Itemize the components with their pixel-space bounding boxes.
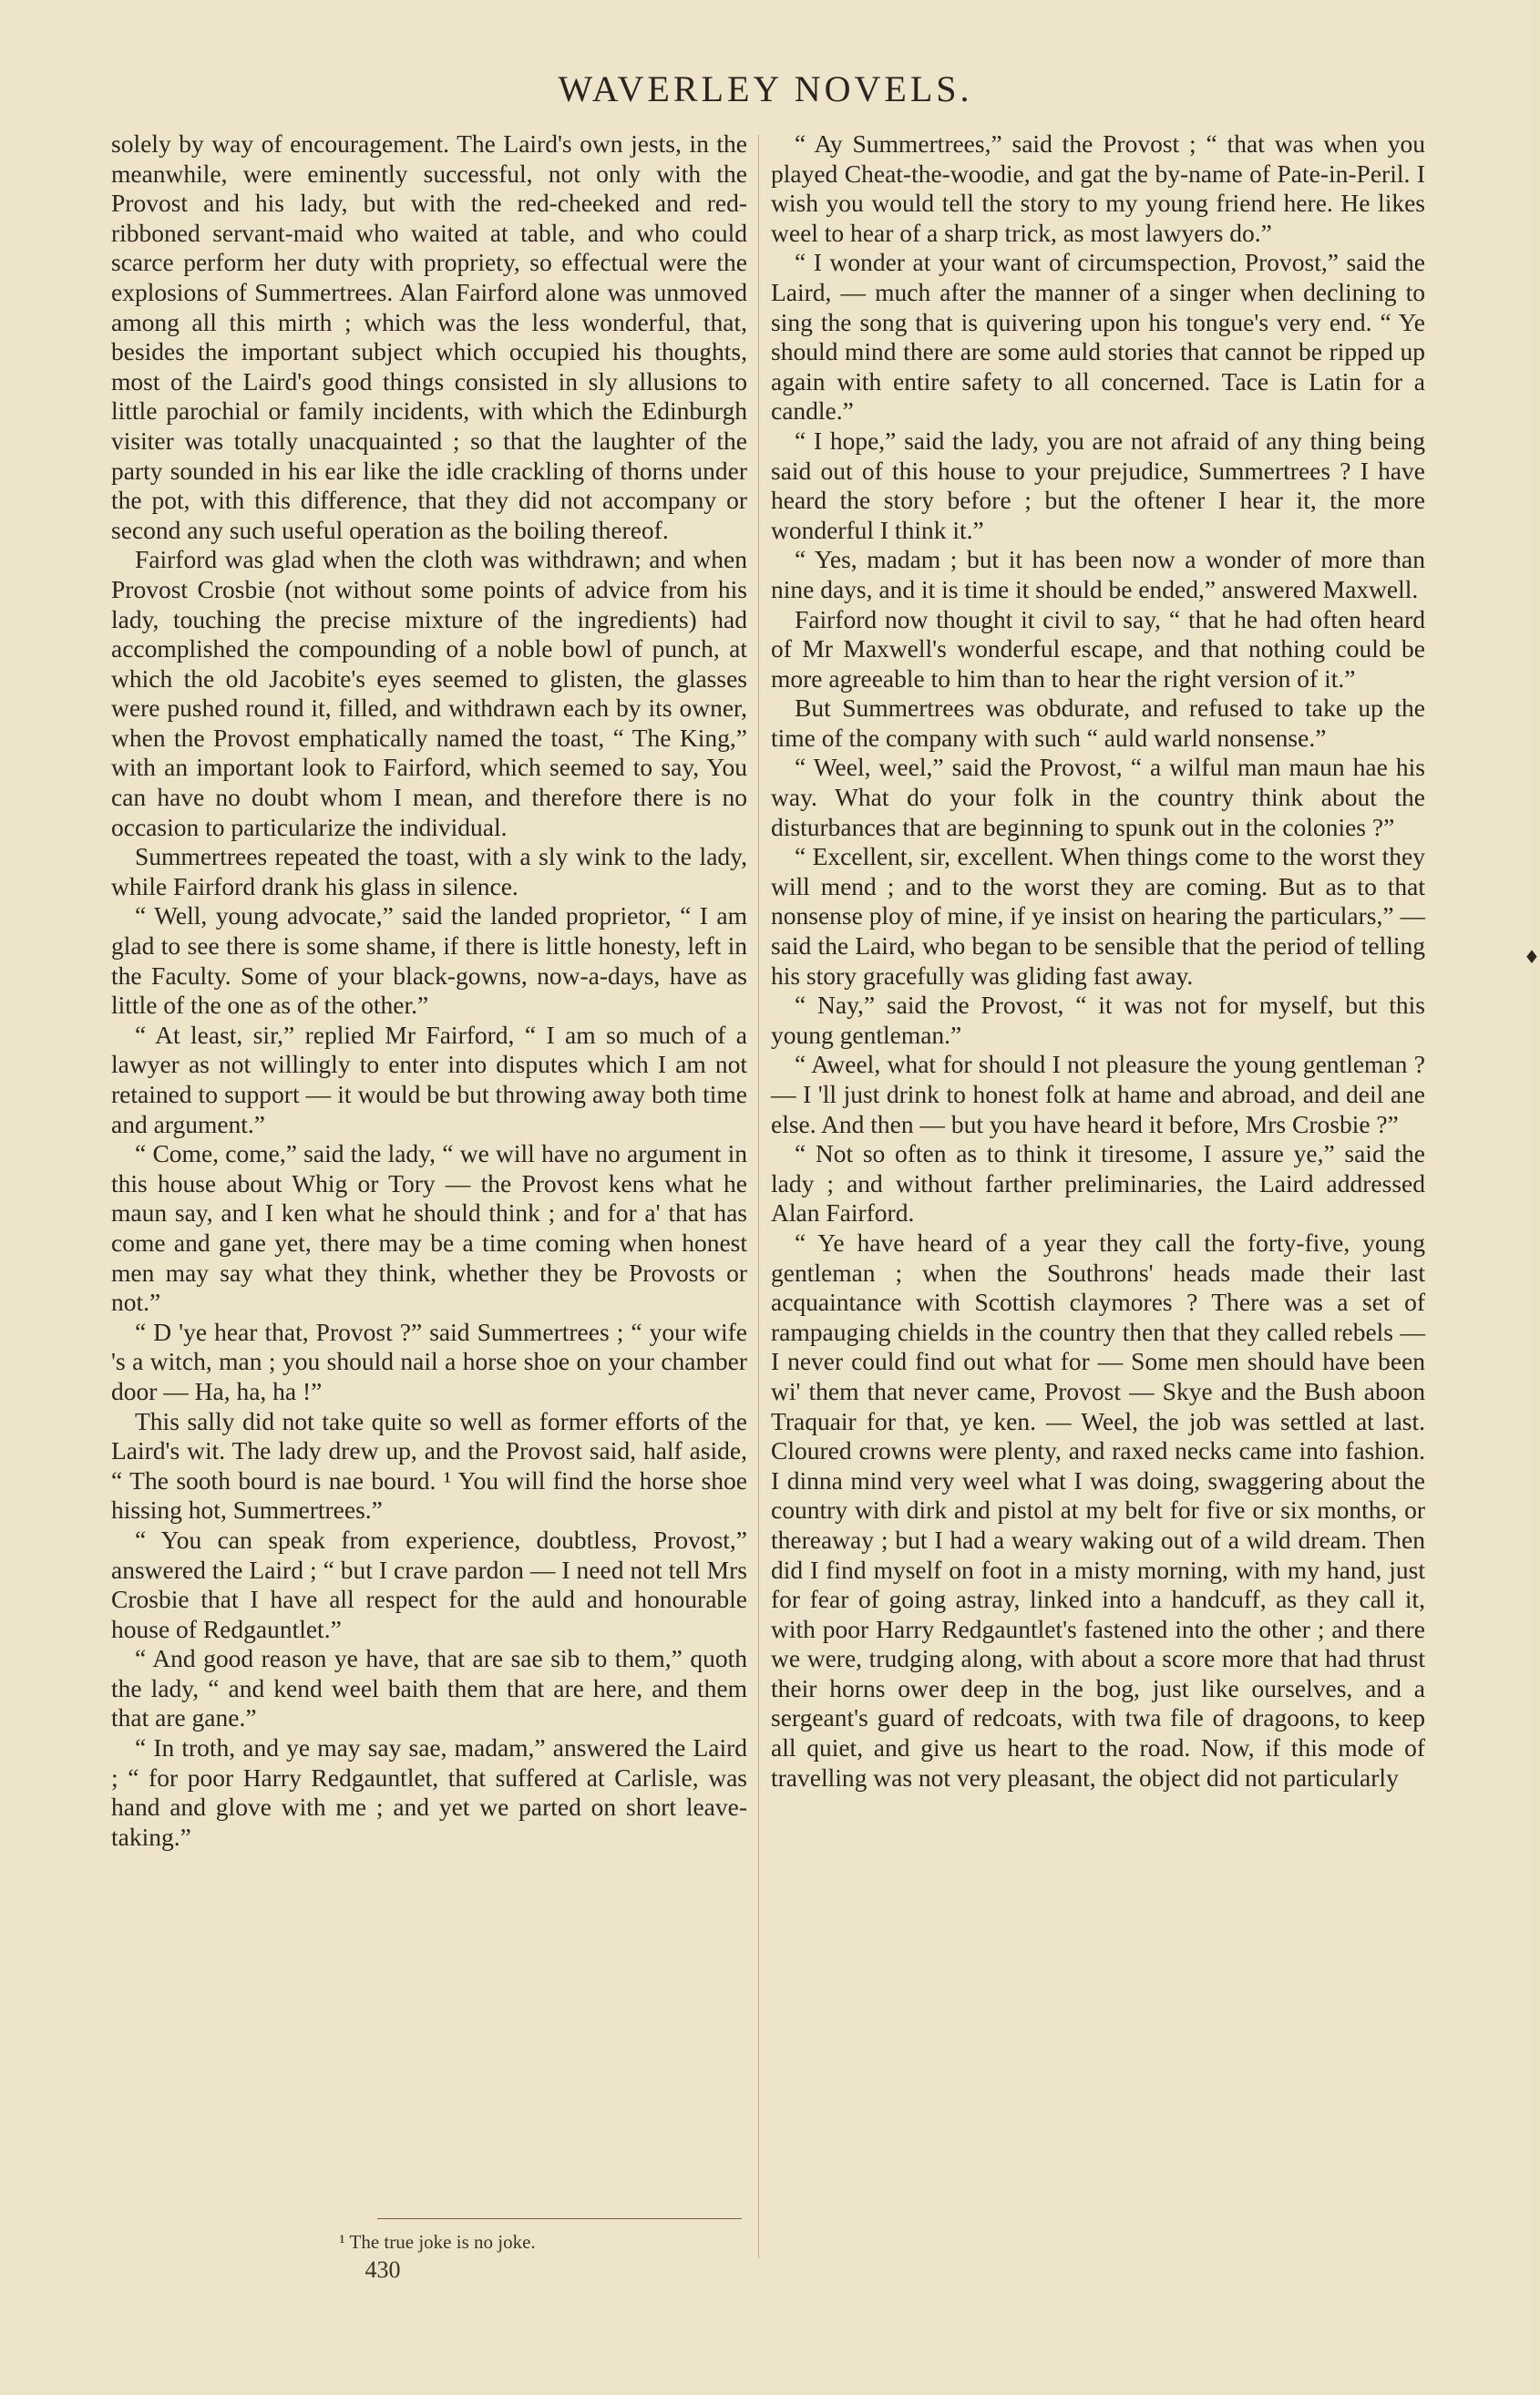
paragraph: “ Excellent, sir, excellent. When things come to the worst they will mend ; and to the worst they are coming. But as to that nonsense ploy of mine, if ye insist on hearing the particulars,” — said the Laird, who began to be sensible that the period of telling his story gracefully was gliding fast away.	[771, 842, 1425, 990]
paragraph: “ D 'ye hear that, Provost ?” said Summertrees ; “ your wife 's a witch, man ; you should nail a horse shoe on your chamber door — Ha, ha, ha !”	[111, 1317, 747, 1405]
right-column	[771, 129, 1425, 1793]
margin-mark: ♦	[1524, 946, 1540, 968]
paragraph: “ And good reason ye have, that are sae sib to them,” quoth the lady, “ and kend weel baith them that are here, and them that are gane.”	[111, 1644, 747, 1732]
paragraph: “ Well, young advocate,” said the landed proprietor, “ I am glad to see there is some shame, if there is little honesty, left in the Faculty. Some of your black-gowns, now-a-days, have as little of the one as of the other.”	[111, 901, 747, 1020]
paragraph: Summertrees repeated the toast, with a sly wink to the lady, while Fairford drank his glass in silence.	[111, 842, 747, 900]
paragraph: “ I hope,” said the lady, you are not afraid of any thing being said out of this house to your prejudice, Summertrees ? I have heard the story before ; but the oftener I hear it, the more wonderful I think it.”	[771, 426, 1425, 544]
paragraph: “ Yes, madam ; but it has been now a wonder of more than nine days, and it is time it should be ended,” answered Maxwell.	[771, 545, 1425, 603]
paragraph: “ In troth, and ye may say sae, madam,” answered the Laird ; “ for poor Harry Redgauntlet, that suffered at Carlisle, was hand and glove with me ; and yet we parted on short leave-taking.”	[111, 1733, 747, 1851]
paragraph: “ Come, come,” said the lady, “ we will have no argument in this house about Whig or Tory — the Provost kens what he maun say, and I ken what he should think ; and for a' that has come and gane yet, there may be a time coming when honest men may say what they think, whether they be Provosts or not.”	[111, 1139, 747, 1317]
footnote: ¹ The true joke is no joke.	[339, 2231, 536, 2253]
paragraph: “ Not so often as to think it tiresome, I assure ye,” said the lady ; and without farther preliminaries, the Laird addressed Alan Fairford.	[771, 1139, 1425, 1228]
paragraph: “ At least, sir,” replied Mr Fairford, “ I am so much of a lawyer as not willingly to enter into disputes which I am not retained to support — it would be but throwing away both time and argument.”	[111, 1020, 747, 1138]
paragraph: “ Nay,” said the Provost, “ it was not for myself, but this young gentleman.”	[771, 991, 1425, 1049]
paragraph: Fairford was glad when the cloth was withdrawn; and when Provost Crosbie (not without some points of advice from his lady, touching the precise mixture of the ingredients) had accomplished the compounding of a noble bowl of punch, at which the old Jacobite's eyes seemed to glisten, the glasses were pushed round it, filled, and withdrawn each by its owner, when the Provost emphatically named the toast, “ The King,” with an important look to Fairford, which seemed to say, You can have no doubt whom I mean, and therefore there is no occasion to particularize the individual.	[111, 545, 747, 841]
paragraph: But Summertrees was obdurate, and refused to take up the time of the company with such “ auld warld nonsense.”	[771, 694, 1425, 752]
paragraph: This sally did not take quite so well as former efforts of the Laird's wit. The lady drew up, and the Provost said, half aside, “ The sooth bourd is nae bourd. ¹ You will find the horse shoe hissing hot, Summertrees.”	[111, 1406, 747, 1525]
column-divider	[758, 135, 759, 2258]
paragraph: “ Aweel, what for should I not pleasure the young gentleman ? — I 'll just drink to honest folk at hame and abroad, and deil ane else. And then — but you have heard it before, Mrs Crosbie ?”	[771, 1050, 1425, 1138]
paragraph: “ You can speak from experience, doubtless, Provost,” answered the Laird ; “ but I crave pardon — I need not tell Mrs Crosbie that I have all respect for the auld and honourable house of Redgauntlet.”	[111, 1525, 747, 1643]
paragraph: “ Weel, weel,” said the Provost, “ a wilful man maun hae his way. What do your folk in the country think about the disturbances that are beginning to spunk out in the colonies ?”	[771, 753, 1425, 841]
left-column	[111, 129, 747, 1852]
paragraph: “ Ye have heard of a year they call the forty-five, young gentleman ; when the Southrons' heads made their last acquaintance with Scottish claymores ? There was a set of rampauging chields in the country then that they called rebels — I never could find out what for — Some men should have been wi' them that never came, Provost — Skye and the Bush aboon Traquair for that, ye ken. — Weel, the job was settled at last. Cloured crowns were plenty, and raxed necks came into fashion. I dinna mind very weel what I was doing, swaggering about the country with dirk and pistol at my belt for five or six months, or thereaway ; but I had a weary waking out of a wild dream. Then did I find myself on foot in a misty morning, with my hand, just for fear of going astray, linked into a handcuff, as they call it, with poor Harry Redgauntlet's fastened into the other ; and there we were, trudging along, with about a score more that had thrust their horns ower deep in the bog, just like ourselves, and a sergeant's guard of redcoats, with twa file of dragoons, to keep all quiet, and give us heart to the road. Now, if this mode of travelling was not very pleasant, the object did not particularly	[771, 1228, 1425, 1792]
footnote-rule	[377, 2218, 742, 2219]
running-head: WAVERLEY NOVELS.	[558, 68, 973, 109]
paragraph: Fairford now thought it civil to say, “ that he had often heard of Mr Maxwell's wonderful escape, and that nothing could be more agreeable to him than to hear the right version of it.”	[771, 604, 1425, 693]
page-number: 430	[364, 2256, 401, 2283]
paragraph: “ I wonder at your want of circumspection, Provost,” said the Laird, — much after the manner of a singer when declining to sing the song that is quivering upon his tongue's very end. “ Ye should mind there are some auld stories that cannot be ripped up again with entire safety to all concerned. Tace is Latin for a candle.”	[771, 248, 1425, 426]
paragraph: solely by way of encouragement. The Laird's own jests, in the meanwhile, were eminently successful, not only with the Provost and his lady, but with the red-cheeked and red-ribboned servant-maid who waited at table, and who could scarce perform her duty with propriety, so effectual were the explosions of Summertrees. Alan Fairford alone was unmoved among all this mirth ; which was the less wonderful, that, besides the important subject which occupied his thoughts, most of the Laird's good things consisted in sly allusions to little parochial or family incidents, with which the Edinburgh visiter was totally unacquainted ; so that the laughter of the party sounded in his ear like the idle crackling of thorns under the pot, with this difference, that they did not accompany or second any such useful operation as the boiling thereof.	[111, 129, 747, 544]
paragraph: “ Ay Summertrees,” said the Provost ; “ that was when you played Cheat-the-woodie, and gat the by-name of Pate-in-Peril. I wish you would tell the story to my young friend here. He likes weel to hear of a sharp trick, as most lawyers do.”	[771, 129, 1425, 247]
